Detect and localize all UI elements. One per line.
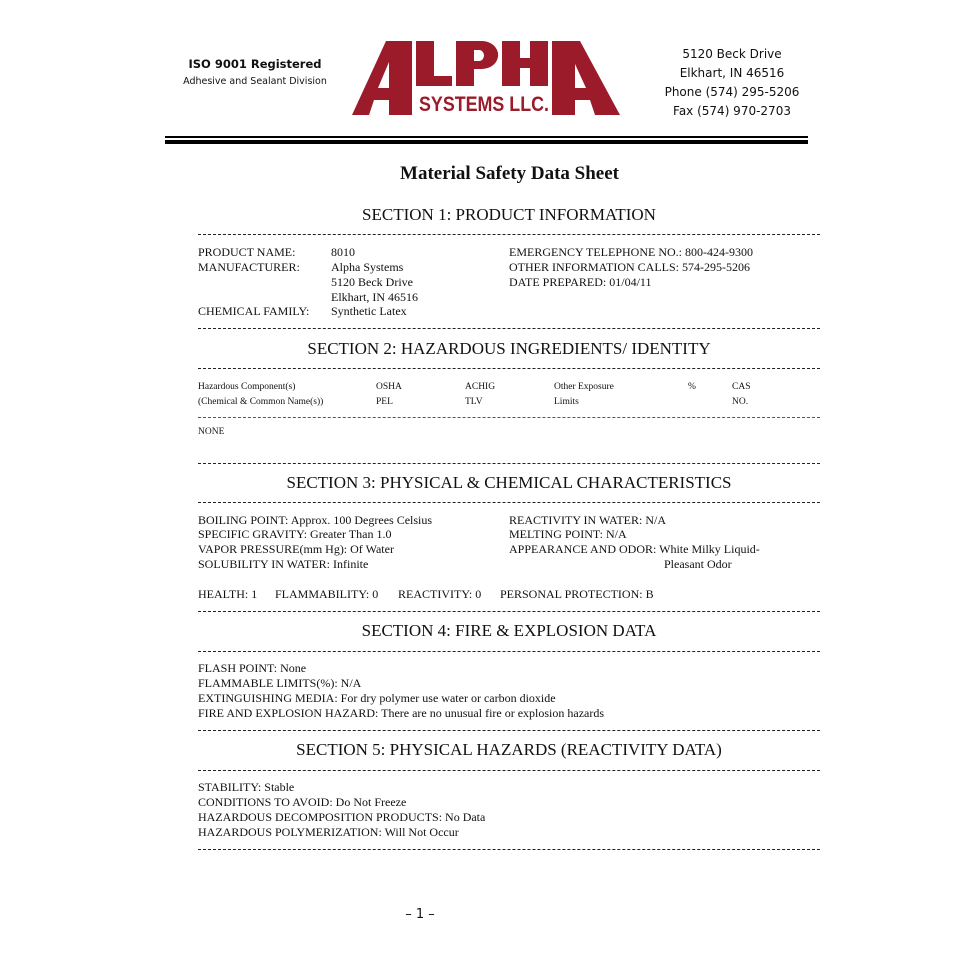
fire-explosion-hazard: FIRE AND EXPLOSION HAZARD: There are no unusual fire or explosion hazards (198, 706, 605, 720)
company-logo (352, 38, 622, 118)
column-header-osha-sub: PEL (376, 397, 393, 407)
section2-heading: SECTION 2: HAZARDOUS INGREDIENTS/ IDENTITY (307, 339, 711, 358)
svg-text:SYSTEMS LLC.: SYSTEMS LLC. (419, 93, 549, 116)
company-address (632, 45, 832, 121)
column-header-percent: % (688, 382, 696, 392)
column-header-cas: CAS (732, 382, 751, 392)
flash-point: FLASH POINT: None (198, 661, 307, 675)
section1-heading: SECTION 1: PRODUCT INFORMATION (362, 205, 656, 224)
manufacturer-line: Alpha Systems (331, 260, 404, 274)
divider (198, 328, 820, 329)
divider (198, 234, 820, 235)
column-header-component-sub: (Chemical & Common Name(s)) (198, 397, 324, 407)
date-prepared: DATE PREPARED: 01/04/11 (509, 275, 652, 289)
rating-health: HEALTH: 1 (198, 587, 258, 601)
rating-flammability: FLAMMABILITY: 0 (275, 587, 379, 601)
stability: STABILITY: Stable (198, 780, 295, 794)
melting-point: MELTING POINT: N/A (509, 527, 627, 541)
column-header-achig-sub: TLV (465, 397, 483, 407)
appearance-odor: APPEARANCE AND ODOR: White Milky Liquid- (509, 542, 760, 556)
specific-gravity: SPECIFIC GRAVITY: Greater Than 1.0 (198, 527, 392, 541)
header-rule-thick (165, 140, 808, 144)
column-header-exposure-sub: Limits (554, 397, 579, 407)
hazardous-decomposition: HAZARDOUS DECOMPOSITION PRODUCTS: No Data (198, 810, 486, 824)
product-name-label: PRODUCT NAME: (198, 245, 296, 259)
section4-heading: SECTION 4: FIRE & EXPLOSION DATA (361, 621, 657, 640)
extinguishing-media: EXTINGUISHING MEDIA: For dry polymer use water or carbon dioxide (198, 691, 556, 705)
header-rule-thin (165, 136, 808, 138)
table-row: NONE (198, 427, 225, 437)
hazardous-polymerization: HAZARDOUS POLYMERIZATION: Will Not Occur (198, 825, 459, 839)
column-header-achig: ACHIG (465, 382, 496, 392)
vapor-pressure: VAPOR PRESSURE(mm Hg): Of Water (198, 542, 394, 556)
chemical-family-value: Synthetic Latex (331, 304, 407, 318)
rating-reactivity: REACTIVITY: 0 (398, 587, 482, 601)
boiling-point: BOILING POINT: Approx. 100 Degrees Celsius (198, 513, 433, 527)
column-header-component: Hazardous Component(s) (198, 382, 296, 392)
other-info-calls: OTHER INFORMATION CALLS: 574-295-5206 (509, 260, 750, 274)
address-city: Elkhart, IN 46516 (679, 66, 785, 80)
divider (198, 849, 820, 850)
divider (198, 502, 820, 503)
emergency-phone: EMERGENCY TELEPHONE NO.: 800-424-9300 (509, 245, 753, 259)
column-header-exposure: Other Exposure (554, 382, 614, 392)
rating-personal-protection: PERSONAL PROTECTION: B (500, 587, 654, 601)
conditions-to-avoid: CONDITIONS TO AVOID: Do Not Freeze (198, 795, 407, 809)
divider (198, 417, 820, 418)
page-number: – 1 – (405, 907, 435, 922)
divider (198, 730, 820, 731)
section3-heading: SECTION 3: PHYSICAL & CHEMICAL CHARACTERISTICS (286, 473, 732, 492)
manufacturer-line: 5120 Beck Drive (331, 275, 413, 289)
solubility: SOLUBILITY IN WATER: Infinite (198, 557, 369, 571)
divider (198, 368, 820, 369)
division-name: Adhesive and Sealant Division (183, 76, 327, 87)
address-fax: Fax (574) 970-2703 (673, 104, 791, 118)
document-title: Material Safety Data Sheet (400, 163, 619, 184)
divider (198, 611, 820, 612)
reactivity-in-water: REACTIVITY IN WATER: N/A (509, 513, 666, 527)
section5-heading: SECTION 5: PHYSICAL HAZARDS (REACTIVITY DATA) (296, 740, 722, 759)
manufacturer-line: Elkhart, IN 46516 (331, 290, 418, 304)
column-header-cas-sub: NO. (732, 397, 749, 407)
column-header-osha: OSHA (376, 382, 402, 392)
divider (198, 770, 820, 771)
address-phone: Phone (574) 295-5206 (664, 85, 800, 99)
manufacturer-label: MANUFACTURER: (198, 260, 300, 274)
chemical-family-label: CHEMICAL FAMILY: (198, 304, 310, 318)
flammable-limits: FLAMMABLE LIMITS(%): N/A (198, 676, 362, 690)
product-name-value: 8010 (331, 245, 355, 259)
address-street: 5120 Beck Drive (682, 47, 782, 61)
iso-certification: ISO 9001 Registered (188, 57, 322, 71)
alpha-logo-icon (352, 38, 622, 118)
divider (198, 463, 820, 464)
appearance-odor-continued: Pleasant Odor (664, 557, 732, 571)
divider (198, 651, 820, 652)
